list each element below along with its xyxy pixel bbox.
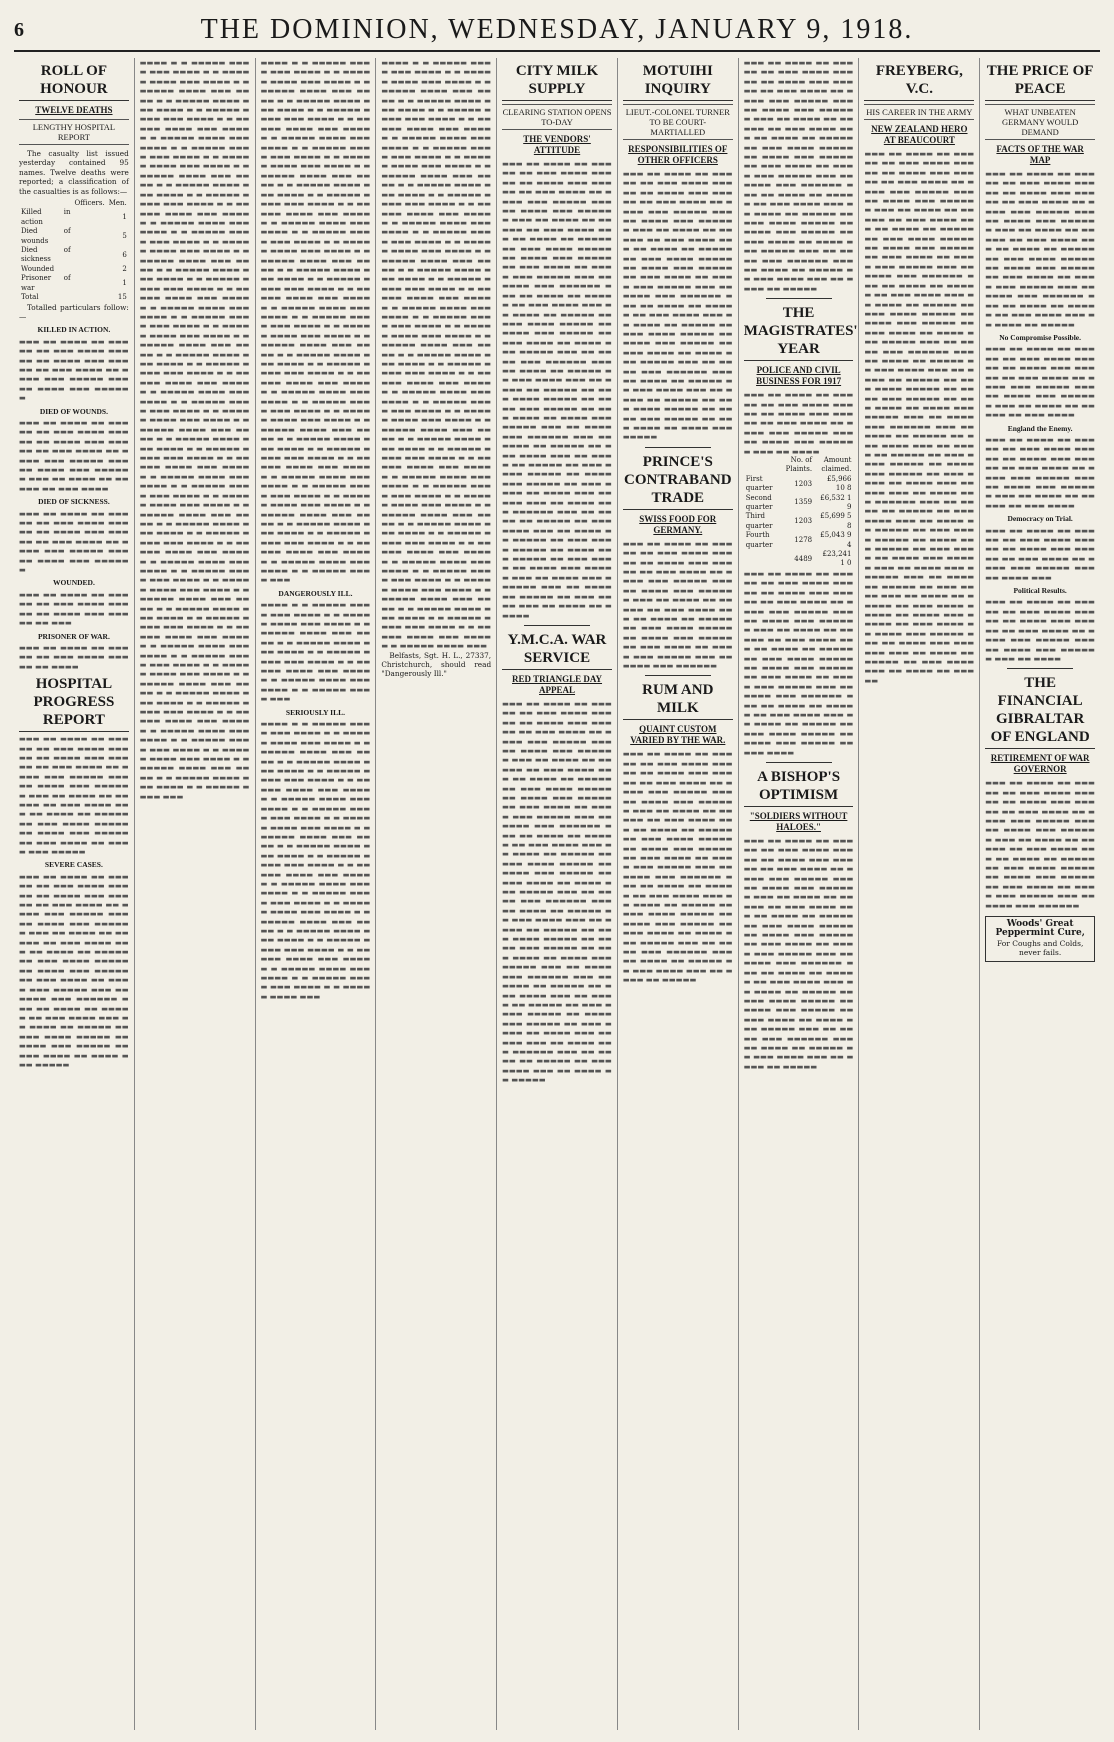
divider bbox=[1007, 668, 1073, 669]
responsibilities-subtitle: RESPONSIBILITIES OF OTHER OFFICERS bbox=[628, 144, 728, 165]
died-of-wounds-heading: DIED OF WOUNDS. bbox=[39, 406, 108, 416]
peppermint-cure-ad bbox=[985, 916, 1095, 962]
wounded-heading: WOUNDED. bbox=[52, 578, 95, 588]
plaints-table bbox=[744, 456, 854, 569]
quaint-custom-subtitle: QUAINT CUSTOM VARIED BY THE WAR. bbox=[630, 724, 726, 746]
red-triangle-subtitle: RED TRIANGLE DAY APPEAL bbox=[512, 673, 603, 695]
text-block: ▬▬▬ ▬▬ ▬▬▬▬ ▬▬ ▬▬▬▬▬ ▬▬ ▬▬▬ ▬▬▬▬ ▬▬▬▬▬ ▬▬ ▬▬▬▬ ▬▬▬ ▬▬▬▬▬ ▬▬ ▬▬▬ ▬▬▬▬ ▬▬ ▬▬▬▬ ▬▬▬ ▬▬▬▬▬ ▬▬▬ ▬▬ ▬▬▬▬ ▬▬▬ ▬▬▬▬▬▬ ▬▬▬ ▬▬ ▬▬▬▬ ▬▬ ▬▬▬▬▬ ▬▬ ▬▬▬ ▬▬▬▬ ▬▬▬ ▬▬ ▬▬▬▬ ▬▬ ▬▬▬▬▬ ▬▬ ▬▬▬ ▬▬▬▬ ▬▬▬▬▬ ▬▬ ▬▬▬▬ ▬▬▬ ▬▬▬▬▬ ▬▬ ▬▬▬ ▬▬▬▬ ▬▬ ▬▬▬▬ ▬▬▬ ▬▬▬▬▬ ▬▬▬ ▬▬ ▬▬▬▬ ▬▬▬ ▬▬▬▬▬▬ bbox=[622, 538, 733, 671]
city-milk-supply-title: CITY MILK SUPPLY bbox=[502, 62, 612, 101]
bishops-optimism-title: A BISHOP'S OPTIMISM bbox=[744, 768, 854, 807]
england-enemy-heading: England the Enemy. bbox=[1007, 423, 1073, 433]
ad-title: Woods' Great Peppermint Cure, bbox=[995, 919, 1085, 939]
political-results-heading: Political Results. bbox=[1013, 586, 1067, 596]
vendors-attitude-subtitle: THE VENDORS' ATTITUDE bbox=[523, 134, 591, 155]
motuihi-inquiry-title: MOTUIHI INQUIRY bbox=[623, 62, 733, 101]
ymca-title: Y.M.C.A. WAR SERVICE bbox=[502, 631, 612, 670]
column-freyberg bbox=[859, 58, 980, 1730]
war-map-subtitle: FACTS OF THE WAR MAP bbox=[996, 144, 1084, 165]
column-price-of-peace bbox=[980, 58, 1100, 1730]
text-block: ▬▬▬▬ ▬ ▬ ▬▬▬▬▬ ▬▬▬▬ ▬▬▬ ▬▬▬▬ ▬ ▬ ▬▬▬▬▬ ▬▬▬▬ ▬▬▬ ▬▬▬▬ ▬ ▬ ▬▬▬▬▬ ▬▬▬▬ ▬▬▬ ▬▬▬▬ ▬ ▬ ▬▬▬▬▬ ▬▬▬▬ ▬▬▬ ▬▬▬▬ ▬ ▬ ▬▬▬▬▬ ▬▬▬▬ ▬▬▬ ▬▬▬▬ ▬ ▬ ▬▬▬▬▬ ▬▬▬▬ ▬▬▬ ▬▬▬▬ ▬ ▬ ▬▬▬▬▬ ▬▬▬▬ ▬▬▬ ▬▬▬▬ ▬ ▬ ▬▬▬▬▬ ▬▬▬▬ ▬▬▬ ▬▬▬▬ ▬ ▬ ▬▬▬▬▬ ▬▬▬▬ ▬▬▬ ▬▬▬▬ ▬ ▬ ▬▬▬▬▬ ▬▬▬▬ ▬▬▬ ▬▬▬▬ ▬ ▬ ▬▬▬▬▬ ▬▬▬▬ ▬▬▬ ▬▬▬▬ ▬ ▬ ▬▬▬▬▬ ▬▬▬▬ ▬▬▬ ▬▬▬▬ ▬ ▬ ▬▬▬▬▬ ▬▬▬▬ ▬▬▬ ▬▬▬▬ ▬ ▬ ▬▬▬▬▬ ▬▬▬▬ ▬▬▬ ▬▬▬▬ ▬ ▬ ▬▬▬▬▬ ▬▬▬▬ ▬▬▬ ▬▬▬▬ ▬ ▬ ▬▬▬▬▬ ▬▬▬▬ ▬▬▬ ▬▬▬▬ ▬ ▬ ▬▬▬▬▬ ▬▬▬▬ ▬▬▬ ▬▬▬▬ ▬ ▬ ▬▬▬▬▬ ▬▬▬▬ ▬▬▬ ▬▬▬▬ ▬ ▬ ▬▬▬▬▬ ▬▬▬▬ ▬▬▬ ▬▬▬▬ ▬ ▬ ▬▬▬▬▬ ▬▬▬▬ ▬▬▬ ▬▬▬▬ ▬ ▬ ▬▬▬▬▬ ▬▬▬▬ ▬▬▬ ▬▬▬▬ ▬ ▬ ▬▬▬▬▬ ▬▬▬▬ ▬▬▬ ▬▬▬▬ ▬ ▬ ▬▬▬▬▬ ▬▬▬▬ ▬▬▬ ▬▬▬▬ ▬ ▬ ▬▬▬▬▬ ▬▬▬▬ ▬▬▬ ▬▬▬▬ ▬ ▬ ▬▬▬▬▬ ▬▬▬▬ ▬▬▬ ▬▬▬▬ ▬ ▬ ▬▬▬▬▬ ▬▬▬▬ ▬▬▬ ▬▬▬▬ ▬ ▬ ▬▬▬▬▬ ▬▬▬▬ ▬▬▬ ▬▬▬▬ ▬ ▬ ▬▬▬▬▬ ▬▬▬▬ ▬▬▬ ▬▬▬▬ ▬ ▬ ▬▬▬▬▬ ▬▬▬▬ ▬▬▬ ▬▬▬▬ ▬ ▬ ▬▬▬▬▬ ▬▬▬▬ ▬▬▬ ▬▬▬▬ ▬ ▬ ▬▬▬▬▬ ▬▬▬▬ ▬▬▬ ▬▬▬▬ ▬ ▬ ▬▬▬▬▬ ▬▬▬▬ ▬▬▬ ▬▬▬▬ ▬ ▬ ▬▬▬▬▬ ▬▬▬▬ ▬▬▬ ▬▬▬▬ ▬ ▬ ▬▬▬▬▬ ▬▬▬▬ ▬▬▬ ▬▬▬▬ ▬ ▬ ▬▬▬▬▬ ▬▬▬▬ ▬▬▬ ▬▬▬▬ ▬ ▬ ▬▬▬▬▬ ▬▬▬▬ ▬▬▬ ▬▬▬▬ ▬ ▬ ▬▬▬▬▬ ▬▬▬▬ ▬▬▬ ▬▬▬▬ ▬ ▬ ▬▬▬▬▬ ▬▬▬▬ ▬▬▬ ▬▬▬▬ ▬ ▬ ▬▬▬▬▬ ▬▬▬▬ ▬▬▬ ▬▬▬▬ ▬ ▬ ▬▬▬▬▬ ▬▬▬▬ ▬▬▬ ▬▬▬▬ ▬ ▬ ▬▬▬▬▬ ▬▬▬▬ ▬▬▬ ▬▬▬▬ ▬ ▬ ▬▬▬▬▬ ▬▬▬▬ ▬▬▬ ▬▬▬▬ ▬ ▬ ▬▬▬▬▬ ▬▬▬▬ ▬▬▬ bbox=[260, 58, 371, 585]
column-casualty-names-2 bbox=[135, 58, 256, 1730]
men-header: Men. bbox=[108, 199, 127, 208]
table-row: Wounded 2 bbox=[21, 264, 127, 273]
text-block: ▬▬▬ ▬▬ ▬▬▬▬ ▬▬ ▬▬▬▬▬ ▬▬ ▬▬▬ ▬▬▬▬ ▬▬▬▬▬ ▬▬ ▬▬▬▬ ▬▬▬ ▬▬▬▬▬ ▬▬ ▬▬▬ ▬▬▬▬ ▬▬ ▬▬▬▬ ▬▬▬ ▬▬▬▬▬ ▬▬▬ ▬▬ ▬▬▬▬ ▬▬▬ bbox=[985, 525, 1096, 582]
table-row: Fourth quarter 1278 £5,043 9 4 bbox=[745, 531, 852, 549]
dangerously-ill-heading: DANGEROUSLY ILL. bbox=[278, 588, 353, 598]
democracy-trial-heading: Democracy on Trial. bbox=[1007, 514, 1073, 524]
soldiers-haloes-subtitle: "SOLDIERS WITHOUT HALOES." bbox=[749, 811, 848, 832]
roll-of-honour-title: ROLL OF HONOUR bbox=[19, 62, 129, 101]
masthead bbox=[14, 10, 1100, 52]
text-block: ▬▬▬▬ ▬ ▬ ▬▬▬▬▬ ▬▬▬▬ ▬▬▬ ▬▬▬▬ ▬ ▬ ▬▬▬▬▬ ▬▬▬▬ ▬▬▬ ▬▬▬▬ ▬ ▬ ▬▬▬▬▬ ▬▬▬▬ ▬▬▬ ▬▬▬▬ ▬ ▬ ▬▬▬▬▬ ▬▬▬▬ ▬▬▬ ▬▬▬▬ ▬ ▬ ▬▬▬▬▬ ▬▬▬▬ ▬▬▬ ▬▬▬▬ ▬ ▬ ▬▬▬▬▬ ▬▬▬▬ ▬▬▬ ▬▬▬▬ ▬ ▬ ▬▬▬▬▬ ▬▬▬▬ ▬▬▬ ▬▬▬▬ ▬ ▬ ▬▬▬▬▬ ▬▬▬▬ ▬▬▬ ▬▬▬▬ ▬ ▬ ▬▬▬▬▬ ▬▬▬▬ ▬▬▬ ▬▬▬▬ ▬ ▬ ▬▬▬▬▬ ▬▬▬▬ ▬▬▬ ▬▬▬▬ ▬ ▬ ▬▬▬▬▬ ▬▬▬▬ ▬▬▬ ▬▬▬▬ ▬ ▬ ▬▬▬▬▬ ▬▬▬▬ ▬▬▬ ▬▬▬▬ ▬ ▬ ▬▬▬▬▬ ▬▬▬▬ ▬▬▬ ▬▬▬▬ ▬ ▬ ▬▬▬▬▬ ▬▬▬▬ ▬▬▬ ▬▬▬▬ ▬ ▬ ▬▬▬▬▬ ▬▬▬▬ ▬▬▬ ▬▬▬▬ ▬ ▬ ▬▬▬▬▬ ▬▬▬▬ ▬▬▬ ▬▬▬▬ ▬ ▬ ▬▬▬▬▬ ▬▬▬▬ ▬▬▬ ▬▬▬▬ ▬ ▬ ▬▬▬▬▬ ▬▬▬▬ ▬▬▬ ▬▬▬▬ ▬ ▬ ▬▬▬▬▬ ▬▬▬▬ ▬▬▬ ▬▬▬▬ ▬ ▬ ▬▬▬▬▬ ▬▬▬▬ ▬▬▬ ▬▬▬▬ ▬ ▬ ▬▬▬▬▬ ▬▬▬▬ ▬▬▬ ▬▬▬▬ ▬ ▬ ▬▬▬▬▬ ▬▬▬▬ ▬▬▬ ▬▬▬▬ ▬ ▬ ▬▬▬▬▬ ▬▬▬▬ ▬▬▬ ▬▬▬▬ ▬ ▬ ▬▬▬▬▬ ▬▬▬▬ ▬▬▬ ▬▬▬▬ ▬ ▬ ▬▬▬▬▬ ▬▬▬▬ ▬▬▬ ▬▬▬▬ ▬ ▬ ▬▬▬▬▬ ▬▬▬▬ ▬▬▬ ▬▬▬▬ ▬ ▬ ▬▬▬▬▬ ▬▬▬▬ ▬▬▬ ▬▬▬▬ ▬ ▬ ▬▬▬▬▬ ▬▬▬▬ ▬▬▬ ▬▬▬▬ ▬ ▬ ▬▬▬▬▬ ▬▬▬▬ ▬▬▬ ▬▬▬▬ ▬ ▬ ▬▬▬▬▬ ▬▬▬▬ ▬▬▬ ▬▬▬▬ ▬ ▬ ▬▬▬▬▬ ▬▬▬▬ ▬▬▬ ▬▬▬▬ ▬ ▬ ▬▬▬▬▬ ▬▬▬▬ ▬▬▬ ▬▬▬▬ ▬ ▬ ▬▬▬▬▬ ▬▬▬▬ ▬▬▬ ▬▬▬▬ ▬ ▬ ▬▬▬▬▬ ▬▬▬▬ ▬▬▬ ▬▬▬▬ ▬ ▬ ▬▬▬▬▬ ▬▬▬▬ ▬▬▬ ▬▬▬▬ ▬ ▬ ▬▬▬▬▬ ▬▬▬▬ ▬▬▬ ▬▬▬▬ ▬ ▬ ▬▬▬▬▬ ▬▬▬▬ ▬▬▬ ▬▬▬▬ ▬ ▬ ▬▬▬▬▬ ▬▬▬▬ ▬▬▬ ▬▬▬▬ ▬ ▬ ▬▬▬▬▬ ▬▬▬▬ ▬▬▬ ▬▬▬▬ ▬ ▬ ▬▬▬▬▬ ▬▬▬▬ ▬▬▬ ▬▬▬▬ ▬ ▬ ▬▬▬▬▬ ▬▬▬▬ ▬▬▬ ▬▬▬▬ ▬ ▬ ▬▬▬▬▬ ▬▬▬▬ ▬▬▬ ▬▬▬▬ ▬ ▬ ▬▬▬▬▬ ▬▬▬▬ ▬▬▬ ▬▬▬▬ ▬ ▬ ▬▬▬▬▬ ▬▬▬▬ ▬▬▬ ▬▬▬▬ ▬ ▬ ▬▬▬▬▬ ▬▬▬▬ ▬▬▬ ▬▬▬▬ ▬ ▬ ▬▬▬▬▬ ▬▬▬▬ ▬▬▬ ▬▬▬▬ ▬ ▬ ▬▬▬▬▬ ▬▬▬▬ ▬▬▬ ▬▬▬▬ ▬ ▬ ▬▬▬▬▬ ▬▬▬▬ ▬▬▬ ▬▬▬▬ ▬ ▬ ▬▬▬▬▬ ▬▬▬▬ ▬▬▬ bbox=[381, 58, 492, 651]
paper-title: THE DOMINION, WEDNESDAY, JANUARY 9, 1918. bbox=[200, 14, 914, 45]
table-row: Second quarter 1359 £6,532 1 9 bbox=[745, 493, 852, 512]
text-block: ▬▬▬ ▬▬ ▬▬▬▬ ▬▬ ▬▬▬▬▬ ▬▬ ▬▬▬ ▬▬▬▬ ▬▬▬▬▬ ▬▬ ▬▬▬▬ ▬▬▬ ▬▬▬▬▬ ▬▬ ▬▬▬ bbox=[19, 589, 129, 628]
text-block: ▬▬▬▬ ▬ ▬ ▬▬▬▬▬ ▬▬▬▬ ▬▬▬ ▬▬▬▬ ▬ ▬ ▬▬▬▬▬ ▬▬▬▬ ▬▬▬ ▬▬▬▬ ▬ ▬ ▬▬▬▬▬ ▬▬▬▬ ▬▬▬ ▬▬▬▬ ▬ ▬ ▬▬▬▬▬ ▬▬▬▬ ▬▬▬ ▬▬▬▬ ▬ ▬ ▬▬▬▬▬ ▬▬▬▬ ▬▬▬ ▬▬▬▬ ▬ ▬ ▬▬▬▬▬ ▬▬▬▬ ▬▬▬ ▬▬▬▬ ▬ ▬ ▬▬▬▬▬ ▬▬▬▬ ▬▬▬ ▬▬▬▬ ▬ ▬ ▬▬▬▬▬ ▬▬▬▬ ▬▬▬ ▬▬▬▬ ▬ ▬ ▬▬▬▬▬ ▬▬▬▬ ▬▬▬ ▬▬▬▬ ▬ ▬ ▬▬▬▬▬ ▬▬▬▬ ▬▬▬ ▬▬▬▬ ▬ ▬ ▬▬▬▬▬ ▬▬▬▬ ▬▬▬ ▬▬▬▬ ▬ ▬ ▬▬▬▬▬ ▬▬▬▬ ▬▬▬ ▬▬▬▬ ▬ ▬ ▬▬▬▬▬ ▬▬▬▬ ▬▬▬ ▬▬▬▬ ▬ ▬ ▬▬▬▬▬ ▬▬▬▬ ▬▬▬ ▬▬▬▬ ▬ ▬ ▬▬▬▬▬ ▬▬▬▬ ▬▬▬ ▬▬▬▬ ▬ ▬ ▬▬▬▬▬ ▬▬▬▬ ▬▬▬ ▬▬▬▬ ▬ ▬ ▬▬▬▬▬ ▬▬▬▬ ▬▬▬ ▬▬▬▬ ▬ ▬ ▬▬▬▬▬ ▬▬▬▬ ▬▬▬ ▬▬▬▬ ▬ ▬ ▬▬▬▬▬ ▬▬▬▬ ▬▬▬ ▬▬▬▬ ▬ ▬ ▬▬▬▬▬ ▬▬▬▬ ▬▬▬ ▬▬▬▬ ▬ ▬ ▬▬▬▬▬ ▬▬▬▬ ▬▬▬ ▬▬▬▬ ▬ ▬ ▬▬▬▬▬ ▬▬▬▬ ▬▬▬ ▬▬▬▬ ▬ ▬ ▬▬▬▬▬ ▬▬▬▬ ▬▬▬ bbox=[260, 719, 371, 1001]
rum-and-milk-title: RUM AND MILK bbox=[623, 681, 733, 720]
divider bbox=[766, 762, 832, 763]
columns bbox=[14, 58, 1100, 1730]
text-block: ▬▬▬ ▬▬ ▬▬▬▬ ▬▬ ▬▬▬▬▬ ▬▬ ▬▬▬ ▬▬▬▬ ▬▬▬▬▬ ▬▬ ▬▬▬▬ ▬▬▬ ▬▬▬▬▬ ▬▬ ▬▬▬ ▬▬▬▬ ▬▬ ▬▬▬▬ ▬▬▬ ▬▬▬▬▬ ▬▬▬ ▬▬ ▬▬▬▬ ▬▬▬ ▬▬▬▬▬▬ ▬▬▬ ▬▬ ▬▬▬▬ ▬▬ ▬▬▬▬▬ ▬▬ ▬▬▬ ▬▬▬▬ ▬▬▬ ▬▬ ▬▬▬▬ ▬▬ ▬▬▬▬▬ ▬▬ ▬▬▬ ▬▬▬▬ ▬▬▬▬▬ ▬▬ ▬▬▬▬ ▬▬▬ ▬▬▬▬▬ ▬▬ ▬▬▬ ▬▬▬▬ ▬▬ ▬▬▬▬ ▬▬▬ ▬▬▬▬▬ ▬▬▬ ▬▬ ▬▬▬▬ ▬▬▬ ▬▬▬▬▬▬ ▬▬▬ ▬▬ ▬▬▬▬ ▬▬ ▬▬▬▬▬ ▬▬ ▬▬▬ ▬▬▬▬ ▬▬▬ ▬▬ ▬▬▬▬ ▬▬ ▬▬▬▬▬ ▬▬ ▬▬▬ ▬▬▬▬ ▬▬▬▬▬ ▬▬ ▬▬▬▬ ▬▬▬ ▬▬▬▬▬ ▬▬ ▬▬▬ ▬▬▬▬ bbox=[743, 568, 854, 757]
turner-court-martial-subtitle: LIEUT.-COLONEL TURNER TO BE COURT-MARTIALLED bbox=[623, 104, 733, 140]
clearing-station-subtitle: CLEARING STATION OPENS TO-DAY bbox=[502, 104, 612, 130]
killed-in-action-heading: KILLED IN ACTION. bbox=[37, 325, 111, 335]
war-governor-subtitle: RETIREMENT OF WAR GOVERNOR bbox=[990, 753, 1090, 775]
casualty-table bbox=[19, 199, 129, 302]
text-block: ▬▬▬ ▬▬ ▬▬▬▬ ▬▬ ▬▬▬▬▬ ▬▬ ▬▬▬ ▬▬▬▬ ▬▬▬▬▬ ▬▬ ▬▬▬▬ ▬▬▬ ▬▬▬▬▬ ▬▬ ▬▬▬ ▬▬▬▬ ▬▬ ▬▬▬▬ ▬▬▬ ▬▬▬▬▬ ▬▬▬ ▬▬ ▬▬▬▬ ▬▬▬ ▬▬▬▬▬▬ ▬▬▬ ▬▬ ▬▬▬▬ ▬▬ ▬▬▬▬▬ ▬▬ ▬▬▬ ▬▬▬▬ bbox=[985, 434, 1096, 510]
swiss-food-subtitle: SWISS FOOD FOR GERMANY. bbox=[639, 513, 717, 535]
contraband-trade-title: PRINCE'S CONTRABAND TRADE bbox=[623, 453, 733, 510]
text-block: ▬▬▬ ▬▬ ▬▬▬▬ ▬▬ ▬▬▬▬▬ ▬▬ ▬▬▬ ▬▬▬▬ ▬▬▬▬▬ ▬▬ ▬▬▬▬ ▬▬▬ ▬▬▬▬▬ ▬▬ ▬▬▬ ▬▬▬▬ ▬▬ ▬▬▬▬ ▬▬▬ ▬▬▬▬▬ ▬▬▬ ▬▬ ▬▬▬▬ ▬▬▬ ▬▬▬▬▬▬ bbox=[19, 336, 129, 403]
table-row: Died of sickness 6 bbox=[21, 246, 127, 264]
text-block: ▬▬▬ ▬▬ ▬▬▬▬ ▬▬ ▬▬▬▬▬ ▬▬ ▬▬▬ ▬▬▬▬ ▬▬▬▬▬ ▬▬ ▬▬▬▬ ▬▬▬ ▬▬▬▬▬ ▬▬ ▬▬▬ ▬▬▬▬ ▬▬ ▬▬▬▬ ▬▬▬ ▬▬▬▬▬ ▬▬▬ ▬▬ ▬▬▬▬ ▬▬▬ ▬▬▬▬▬▬ ▬▬▬ ▬▬ ▬▬▬▬ ▬▬ ▬▬▬▬▬ ▬▬ ▬▬▬ ▬▬▬▬ ▬▬▬ ▬▬ ▬▬▬▬ ▬▬ ▬▬▬▬▬ ▬▬ ▬▬▬ ▬▬▬▬ ▬▬▬▬▬ ▬▬ ▬▬▬▬ ▬▬▬ ▬▬▬▬▬ ▬▬ ▬▬▬ ▬▬▬▬ ▬▬ ▬▬▬▬ ▬▬▬ ▬▬▬▬▬ ▬▬▬ ▬▬ ▬▬▬▬ ▬▬▬ ▬▬▬▬▬▬ ▬▬▬ ▬▬ ▬▬▬▬ ▬▬ ▬▬▬▬▬ ▬▬ ▬▬▬ ▬▬▬▬ ▬▬▬ ▬▬ ▬▬▬▬ ▬▬ ▬▬▬▬▬ ▬▬ ▬▬▬ ▬▬▬▬ ▬▬▬▬▬ ▬▬ ▬▬▬▬ ▬▬▬ ▬▬▬▬▬ ▬▬ ▬▬▬ ▬▬▬▬ ▬▬ ▬▬▬▬ ▬▬▬ ▬▬▬▬▬ ▬▬▬ ▬▬ ▬▬▬▬ ▬▬▬ ▬▬▬▬▬▬ ▬▬▬ ▬▬ ▬▬▬▬ ▬▬ ▬▬▬▬▬ ▬▬ ▬▬▬ ▬▬▬▬ ▬▬▬ ▬▬ ▬▬▬▬ ▬▬ ▬▬▬▬▬ ▬▬ ▬▬▬ ▬▬▬▬ ▬▬▬▬▬ ▬▬ ▬▬▬▬ ▬▬▬ ▬▬▬▬▬ ▬▬ ▬▬▬ ▬▬▬▬ ▬▬ ▬▬▬▬ ▬▬▬ ▬▬▬▬▬ ▬▬▬ ▬▬ ▬▬▬▬ ▬▬▬ ▬▬▬▬▬▬ ▬▬▬ ▬▬ ▬▬▬▬ ▬▬ ▬▬▬▬▬ ▬▬ ▬▬▬ ▬▬▬▬ ▬▬▬ ▬▬ ▬▬▬▬ ▬▬ ▬▬▬▬▬ ▬▬ ▬▬▬ ▬▬▬▬ ▬▬▬▬▬ ▬▬ ▬▬▬▬ ▬▬▬ ▬▬▬▬▬ ▬▬ ▬▬▬ ▬▬▬▬ ▬▬ ▬▬▬▬ ▬▬▬ ▬▬▬▬▬ ▬▬▬ ▬▬ ▬▬▬▬ ▬▬▬ ▬▬▬▬▬▬ ▬▬▬ ▬▬ ▬▬▬▬ ▬▬ ▬▬▬▬▬ ▬▬ ▬▬▬ ▬▬▬▬ ▬▬▬ ▬▬ ▬▬▬▬ ▬▬ ▬▬▬▬▬ bbox=[502, 698, 612, 1085]
no-compromise-heading: No Compromise Possible. bbox=[999, 332, 1082, 342]
price-of-peace-title: THE PRICE OF PEACE bbox=[985, 62, 1095, 101]
text-block: ▬▬▬ ▬▬ ▬▬▬▬ ▬▬ ▬▬▬▬▬ ▬▬ ▬▬▬ ▬▬▬▬ ▬▬▬▬▬ ▬▬ ▬▬▬▬ ▬▬▬ ▬▬▬▬▬ ▬▬ ▬▬▬ ▬▬▬▬ ▬▬ ▬▬▬▬ ▬▬▬ ▬▬▬▬▬ ▬▬▬ ▬▬ ▬▬▬▬ ▬▬▬ ▬▬▬▬▬▬ ▬▬▬ ▬▬ ▬▬▬▬ ▬▬ ▬▬▬▬▬ ▬▬ ▬▬▬ ▬▬▬▬ ▬▬▬ ▬▬ ▬▬▬▬ ▬▬ ▬▬▬▬▬ ▬▬ ▬▬▬ ▬▬▬▬ ▬▬▬▬▬ ▬▬ ▬▬▬▬ ▬▬▬ ▬▬▬▬▬ ▬▬ ▬▬▬ ▬▬▬▬ ▬▬ ▬▬▬▬ ▬▬▬ ▬▬▬▬▬ ▬▬▬ ▬▬ ▬▬▬▬ ▬▬▬ ▬▬▬▬▬▬ ▬▬▬ ▬▬ ▬▬▬▬ ▬▬ ▬▬▬▬▬ ▬▬ ▬▬▬ ▬▬▬▬ ▬▬▬ ▬▬ ▬▬▬▬ ▬▬ ▬▬▬▬▬ bbox=[985, 169, 1096, 329]
table-total-row: 4489 £23,241 1 0 bbox=[794, 550, 852, 568]
beaucourt-subtitle: NEW ZEALAND HERO AT BEAUCOURT bbox=[871, 124, 968, 145]
plaints-header: No. of Plaints. bbox=[785, 456, 813, 474]
table-row: Died of wounds 5 bbox=[21, 227, 127, 245]
text-block: ▬▬▬ ▬▬ ▬▬▬▬ ▬▬ ▬▬▬▬▬ ▬▬ ▬▬▬ ▬▬▬▬ ▬▬▬▬▬ ▬▬ ▬▬▬▬ ▬▬▬ ▬▬▬▬▬ ▬▬ ▬▬▬ ▬▬▬▬ ▬▬ ▬▬▬▬ ▬▬▬ ▬▬▬▬▬ ▬▬▬ ▬▬ ▬▬▬▬ ▬▬▬ ▬▬▬▬▬▬ ▬▬▬ ▬▬ ▬▬▬▬ ▬▬ ▬▬▬▬▬ ▬▬ ▬▬▬ ▬▬▬▬ ▬▬▬ ▬▬ ▬▬▬▬ ▬▬ ▬▬▬▬▬ ▬▬ ▬▬▬ ▬▬▬▬ ▬▬▬▬▬ ▬▬ ▬▬▬▬ ▬▬▬ ▬▬▬▬▬ ▬▬ ▬▬▬ ▬▬▬▬ ▬▬ ▬▬▬▬ ▬▬▬ ▬▬▬▬▬ ▬▬▬ ▬▬ ▬▬▬▬ ▬▬▬ ▬▬▬▬▬▬ ▬▬▬ ▬▬ ▬▬▬▬ ▬▬ ▬▬▬▬▬ ▬▬ ▬▬▬ ▬▬▬▬ ▬▬▬ ▬▬ ▬▬▬▬ ▬▬ ▬▬▬▬▬ ▬▬ ▬▬▬ ▬▬▬▬ ▬▬▬▬▬ ▬▬ ▬▬▬▬ ▬▬▬ ▬▬▬▬▬ ▬▬ ▬▬▬ ▬▬▬▬ ▬▬ ▬▬▬▬ ▬▬▬ ▬▬▬▬▬ bbox=[19, 871, 129, 1069]
text-block: ▬▬▬ ▬▬ ▬▬▬▬ ▬▬ ▬▬▬▬▬ ▬▬ ▬▬▬ ▬▬▬▬ ▬▬▬▬▬ ▬▬ ▬▬▬▬ ▬▬▬ ▬▬▬▬▬ ▬▬ ▬▬▬ ▬▬▬▬ ▬▬ ▬▬▬▬ ▬▬▬ ▬▬▬▬▬ ▬▬▬ ▬▬ ▬▬▬▬ ▬▬▬ ▬▬▬▬▬▬ ▬▬▬ ▬▬ ▬▬▬▬ ▬▬ ▬▬▬▬▬ ▬▬ ▬▬▬ ▬▬▬▬ ▬▬▬ ▬▬ ▬▬▬▬ ▬▬ ▬▬▬▬▬ ▬▬ ▬▬▬ ▬▬▬▬ ▬▬▬▬▬ ▬▬ ▬▬▬▬ ▬▬▬ ▬▬▬▬▬ ▬▬ ▬▬▬ ▬▬▬▬ ▬▬ ▬▬▬▬ ▬▬▬ ▬▬▬▬▬ ▬▬▬ ▬▬ ▬▬▬▬ ▬▬▬ ▬▬▬▬▬▬ ▬▬▬ ▬▬ ▬▬▬▬ ▬▬ ▬▬▬▬▬ ▬▬ ▬▬▬ ▬▬▬▬ ▬▬▬ ▬▬ ▬▬▬▬ ▬▬ ▬▬▬▬▬ ▬▬ ▬▬▬ ▬▬▬▬ ▬▬▬▬▬ ▬▬ ▬▬▬▬ ▬▬▬ ▬▬▬▬▬ ▬▬ ▬▬▬ ▬▬▬▬ ▬▬ ▬▬▬▬ ▬▬▬ ▬▬▬▬▬ ▬▬▬ ▬▬ ▬▬▬▬ ▬▬▬ ▬▬▬▬▬▬ ▬▬▬ ▬▬ ▬▬▬▬ ▬▬ ▬▬▬▬▬ ▬▬ ▬▬▬ ▬▬▬▬ ▬▬▬ ▬▬ ▬▬▬▬ ▬▬ ▬▬▬▬▬ bbox=[743, 836, 854, 1071]
text-block: ▬▬▬ ▬▬ ▬▬▬▬ ▬▬ ▬▬▬▬▬ ▬▬ ▬▬▬ ▬▬▬▬ ▬▬▬▬▬ ▬▬ ▬▬▬▬ ▬▬▬ ▬▬▬▬▬ ▬▬ ▬▬▬ ▬▬▬▬ ▬▬ ▬▬▬▬ ▬▬▬ ▬▬▬▬▬ ▬▬▬ ▬▬ ▬▬▬▬ ▬▬▬ ▬▬▬▬▬▬ ▬▬▬ ▬▬ ▬▬▬▬ ▬▬ ▬▬▬▬▬ ▬▬ ▬▬▬ ▬▬▬▬ ▬▬▬ ▬▬ ▬▬▬▬ ▬▬ ▬▬▬▬▬ ▬▬ ▬▬▬ ▬▬▬▬ ▬▬▬▬▬ ▬▬ ▬▬▬▬ ▬▬▬ ▬▬▬▬▬ ▬▬ ▬▬▬ ▬▬▬▬ ▬▬ ▬▬▬▬ ▬▬▬ ▬▬▬▬▬ ▬▬▬ ▬▬ ▬▬▬▬ ▬▬▬ ▬▬▬▬▬▬ ▬▬▬ ▬▬ ▬▬▬▬ ▬▬ ▬▬▬▬▬ ▬▬ ▬▬▬ ▬▬▬▬ ▬▬▬ ▬▬ ▬▬▬▬ ▬▬ ▬▬▬▬▬ ▬▬ ▬▬▬ ▬▬▬▬ ▬▬▬▬▬ ▬▬ ▬▬▬▬ ▬▬▬ ▬▬▬▬▬ ▬▬ ▬▬▬ ▬▬▬▬ ▬▬ ▬▬▬▬ ▬▬▬ ▬▬▬▬▬ ▬▬▬ ▬▬ ▬▬▬▬ ▬▬▬ ▬▬▬▬▬▬ ▬▬▬ ▬▬ ▬▬▬▬ ▬▬ ▬▬▬▬▬ ▬▬ ▬▬▬ ▬▬▬▬ ▬▬▬ ▬▬ ▬▬▬▬ ▬▬ ▬▬▬▬▬ bbox=[622, 749, 733, 985]
column-motuihi-inquiry bbox=[618, 58, 739, 1730]
newspaper-page bbox=[14, 10, 1100, 1732]
financial-gibraltar-title: THE FINANCIAL GIBRALTAR OF ENGLAND bbox=[985, 674, 1095, 749]
career-subtitle: HIS CAREER IN THE ARMY bbox=[864, 104, 974, 120]
seriously-ill-heading: SERIOUSLY ILL. bbox=[285, 707, 345, 717]
text-block: ▬▬▬▬ ▬ ▬ ▬▬▬▬▬ ▬▬▬▬ ▬▬▬ ▬▬▬▬ ▬ ▬ ▬▬▬▬▬ ▬▬▬▬ ▬▬▬ ▬▬▬▬ ▬ ▬ ▬▬▬▬▬ ▬▬▬▬ ▬▬▬ ▬▬▬▬ ▬ ▬ ▬▬▬▬▬ ▬▬▬▬ ▬▬▬ ▬▬▬▬ ▬ ▬ ▬▬▬▬▬ ▬▬▬▬ ▬▬▬ ▬▬▬▬ ▬ ▬ ▬▬▬▬▬ ▬▬▬▬ ▬▬▬ ▬▬▬▬ ▬ ▬ ▬▬▬▬▬ ▬▬▬▬ ▬▬▬ ▬▬▬▬ ▬ ▬ ▬▬▬▬▬ ▬▬▬▬ ▬▬▬ bbox=[260, 600, 371, 704]
text-block: ▬▬▬ ▬▬ ▬▬▬▬ ▬▬ ▬▬▬▬▬ ▬▬ ▬▬▬ ▬▬▬▬ ▬▬▬▬▬ ▬▬ ▬▬▬▬ ▬▬▬ ▬▬▬▬▬ ▬▬ ▬▬▬ ▬▬▬▬ ▬▬ ▬▬▬▬ ▬▬▬ ▬▬▬▬▬ ▬▬▬ ▬▬ ▬▬▬▬ ▬▬▬ ▬▬▬▬▬▬ ▬▬▬ ▬▬ ▬▬▬▬ ▬▬ ▬▬▬▬▬ ▬▬ ▬▬▬ ▬▬▬▬ bbox=[19, 417, 129, 493]
column-magistrates-year bbox=[739, 58, 860, 1730]
table-total-row: Total 15 bbox=[21, 293, 127, 302]
table-row: Killed in action 1 bbox=[21, 208, 127, 226]
table-row: Prisoner of war 1 bbox=[21, 274, 127, 292]
column-casualty-names-4 bbox=[376, 58, 497, 1730]
prisoner-of-war-heading: PRISONER OF WAR. bbox=[37, 631, 110, 641]
twelve-deaths-subtitle: TWELVE DEATHS bbox=[35, 105, 113, 115]
officers-header: Officers. bbox=[74, 199, 105, 208]
text-block: ▬▬▬ ▬▬ ▬▬▬▬ ▬▬ ▬▬▬▬▬ ▬▬ ▬▬▬ ▬▬▬▬ ▬▬▬▬▬ ▬▬ ▬▬▬▬ bbox=[19, 642, 129, 671]
text-block: ▬▬▬ ▬▬ ▬▬▬▬ ▬▬ ▬▬▬▬▬ ▬▬ ▬▬▬ ▬▬▬▬ ▬▬▬▬▬ ▬▬ ▬▬▬▬ ▬▬▬ ▬▬▬▬▬ ▬▬ ▬▬▬ ▬▬▬▬ ▬▬ ▬▬▬▬ ▬▬▬ ▬▬▬▬▬ ▬▬▬ ▬▬ ▬▬▬▬ ▬▬▬ ▬▬▬▬▬▬ ▬▬▬ ▬▬ ▬▬▬▬ ▬▬ ▬▬▬▬▬ ▬▬ ▬▬▬ ▬▬▬▬ ▬▬▬ ▬▬ ▬▬▬▬ ▬▬ ▬▬▬▬▬ ▬▬ ▬▬▬ ▬▬▬▬ ▬▬▬▬▬ ▬▬ ▬▬▬▬ ▬▬▬ ▬▬▬▬▬ ▬▬ ▬▬▬ ▬▬▬▬ ▬▬ ▬▬▬▬ ▬▬▬ ▬▬▬▬▬ ▬▬▬ ▬▬ ▬▬▬▬ ▬▬▬ ▬▬▬▬▬▬ bbox=[985, 778, 1096, 910]
severe-cases-heading: SEVERE CASES. bbox=[44, 860, 103, 870]
text-block: ▬▬▬ ▬▬ ▬▬▬▬ ▬▬ ▬▬▬▬▬ ▬▬ ▬▬▬ ▬▬▬▬ ▬▬▬▬▬ ▬▬ ▬▬▬▬ ▬▬▬ ▬▬▬▬▬ ▬▬ ▬▬▬ ▬▬▬▬ ▬▬ ▬▬▬▬ ▬▬▬ ▬▬▬▬▬ ▬▬▬ ▬▬ ▬▬▬▬ ▬▬▬ ▬▬▬▬▬▬ ▬▬▬ ▬▬ ▬▬▬▬ ▬▬ ▬▬▬▬▬ ▬▬ ▬▬▬ ▬▬▬▬ ▬▬▬ ▬▬ ▬▬▬▬ ▬▬ ▬▬▬▬▬ ▬▬ ▬▬▬ ▬▬▬▬ ▬▬▬▬▬ ▬▬ ▬▬▬▬ ▬▬▬ ▬▬▬▬▬ ▬▬ ▬▬▬ ▬▬▬▬ ▬▬ ▬▬▬▬ ▬▬▬ ▬▬▬▬▬ bbox=[19, 734, 129, 856]
closing-note: Belfasts, Sgt. H. L., 27337, Christchurch, should read "Dangerously Ill." bbox=[381, 650, 492, 679]
casualty-intro: The casualty list issued yesterday contained 95 names. Twelve deaths were reported; a classification of the casualties is as follows:— bbox=[19, 149, 129, 196]
column-roll-of-honour bbox=[14, 58, 135, 1730]
text-block: ▬▬▬ ▬▬ ▬▬▬▬ ▬▬ ▬▬▬▬▬ ▬▬ ▬▬▬ ▬▬▬▬ ▬▬▬▬▬ ▬▬ ▬▬▬▬ ▬▬▬ ▬▬▬▬▬ ▬▬ ▬▬▬ ▬▬▬▬ ▬▬ ▬▬▬▬ ▬▬▬ ▬▬▬▬▬ ▬▬▬ ▬▬ ▬▬▬▬ ▬▬▬ ▬▬▬▬▬▬ ▬▬▬ ▬▬ ▬▬▬▬ ▬▬ ▬▬▬▬▬ ▬▬ ▬▬▬ ▬▬▬▬ ▬▬▬ ▬▬ ▬▬▬▬ ▬▬ ▬▬▬▬▬ ▬▬ ▬▬▬ ▬▬▬▬ ▬▬▬▬▬ ▬▬ ▬▬▬▬ ▬▬▬ ▬▬▬▬▬ ▬▬ ▬▬▬ ▬▬▬▬ ▬▬ ▬▬▬▬ ▬▬▬ ▬▬▬▬▬ ▬▬▬ ▬▬ ▬▬▬▬ ▬▬▬ ▬▬▬▬▬▬ ▬▬▬ ▬▬ ▬▬▬▬ ▬▬ ▬▬▬▬▬ ▬▬ ▬▬▬ ▬▬▬▬ ▬▬▬ ▬▬ ▬▬▬▬ ▬▬ ▬▬▬▬▬ ▬▬ ▬▬▬ ▬▬▬▬ ▬▬▬▬▬ ▬▬ ▬▬▬▬ ▬▬▬ ▬▬▬▬▬ ▬▬ ▬▬▬ ▬▬▬▬ ▬▬ ▬▬▬▬ ▬▬▬ ▬▬▬▬▬ ▬▬▬ ▬▬ ▬▬▬▬ ▬▬▬ ▬▬▬▬▬▬ ▬▬▬ ▬▬ ▬▬▬▬ ▬▬ ▬▬▬▬▬ ▬▬ ▬▬▬ ▬▬▬▬ ▬▬▬ ▬▬ ▬▬▬▬ ▬▬ ▬▬▬▬▬ ▬▬ ▬▬▬ ▬▬▬▬ ▬▬▬▬▬ ▬▬ ▬▬▬▬ ▬▬▬ ▬▬▬▬▬ ▬▬ ▬▬▬ ▬▬▬▬ ▬▬ ▬▬▬▬ ▬▬▬ ▬▬▬▬▬ bbox=[622, 169, 733, 442]
divider bbox=[645, 675, 711, 676]
hospital-progress-title: HOSPITAL PROGRESS REPORT bbox=[19, 675, 129, 732]
unbeaten-germany-subtitle: WHAT UNBEATEN GERMANY WOULD DEMAND bbox=[985, 104, 1095, 140]
ad-subtitle: For Coughs and Colds, never fails. bbox=[996, 938, 1084, 958]
freyberg-title: FREYBERG, V.C. bbox=[864, 62, 974, 101]
text-block: ▬▬▬▬ ▬ ▬ ▬▬▬▬▬ ▬▬▬▬ ▬▬▬ ▬▬▬▬ ▬ ▬ ▬▬▬▬▬ ▬▬▬▬ ▬▬▬ ▬▬▬▬ ▬ ▬ ▬▬▬▬▬ ▬▬▬▬ ▬▬▬ ▬▬▬▬ ▬ ▬ ▬▬▬▬▬ ▬▬▬▬ ▬▬▬ ▬▬▬▬ ▬ ▬ ▬▬▬▬▬ ▬▬▬▬ ▬▬▬ ▬▬▬▬ ▬ ▬ ▬▬▬▬▬ ▬▬▬▬ ▬▬▬ ▬▬▬▬ ▬ ▬ ▬▬▬▬▬ ▬▬▬▬ ▬▬▬ ▬▬▬▬ ▬ ▬ ▬▬▬▬▬ ▬▬▬▬ ▬▬▬ ▬▬▬▬ ▬ ▬ ▬▬▬▬▬ ▬▬▬▬ ▬▬▬ ▬▬▬▬ ▬ ▬ ▬▬▬▬▬ ▬▬▬▬ ▬▬▬ ▬▬▬▬ ▬ ▬ ▬▬▬▬▬ ▬▬▬▬ ▬▬▬ ▬▬▬▬ ▬ ▬ ▬▬▬▬▬ ▬▬▬▬ ▬▬▬ ▬▬▬▬ ▬ ▬ ▬▬▬▬▬ ▬▬▬▬ ▬▬▬ ▬▬▬▬ ▬ ▬ ▬▬▬▬▬ ▬▬▬▬ ▬▬▬ ▬▬▬▬ ▬ ▬ ▬▬▬▬▬ ▬▬▬▬ ▬▬▬ ▬▬▬▬ ▬ ▬ ▬▬▬▬▬ ▬▬▬▬ ▬▬▬ ▬▬▬▬ ▬ ▬ ▬▬▬▬▬ ▬▬▬▬ ▬▬▬ ▬▬▬▬ ▬ ▬ ▬▬▬▬▬ ▬▬▬▬ ▬▬▬ ▬▬▬▬ ▬ ▬ ▬▬▬▬▬ ▬▬▬▬ ▬▬▬ ▬▬▬▬ ▬ ▬ ▬▬▬▬▬ ▬▬▬▬ ▬▬▬ ▬▬▬▬ ▬ ▬ ▬▬▬▬▬ ▬▬▬▬ ▬▬▬ ▬▬▬▬ ▬ ▬ ▬▬▬▬▬ ▬▬▬▬ ▬▬▬ ▬▬▬▬ ▬ ▬ ▬▬▬▬▬ ▬▬▬▬ ▬▬▬ ▬▬▬▬ ▬ ▬ ▬▬▬▬▬ ▬▬▬▬ ▬▬▬ ▬▬▬▬ ▬ ▬ ▬▬▬▬▬ ▬▬▬▬ ▬▬▬ ▬▬▬▬ ▬ ▬ ▬▬▬▬▬ ▬▬▬▬ ▬▬▬ ▬▬▬▬ ▬ ▬ ▬▬▬▬▬ ▬▬▬▬ ▬▬▬ ▬▬▬▬ ▬ ▬ ▬▬▬▬▬ ▬▬▬▬ ▬▬▬ ▬▬▬▬ ▬ ▬ ▬▬▬▬▬ ▬▬▬▬ ▬▬▬ ▬▬▬▬ ▬ ▬ ▬▬▬▬▬ ▬▬▬▬ ▬▬▬ ▬▬▬▬ ▬ ▬ ▬▬▬▬▬ ▬▬▬▬ ▬▬▬ ▬▬▬▬ ▬ ▬ ▬▬▬▬▬ ▬▬▬▬ ▬▬▬ ▬▬▬▬ ▬ ▬ ▬▬▬▬▬ ▬▬▬▬ ▬▬▬ ▬▬▬▬ ▬ ▬ ▬▬▬▬▬ ▬▬▬▬ ▬▬▬ ▬▬▬▬ ▬ ▬ ▬▬▬▬▬ ▬▬▬▬ ▬▬▬ ▬▬▬▬ ▬ ▬ ▬▬▬▬▬ ▬▬▬▬ ▬▬▬ ▬▬▬▬ ▬ ▬ ▬▬▬▬▬ ▬▬▬▬ ▬▬▬ ▬▬▬▬ ▬ ▬ ▬▬▬▬▬ ▬▬▬▬ ▬▬▬ ▬▬▬▬ ▬ ▬ ▬▬▬▬▬ ▬▬▬▬ ▬▬▬ ▬▬▬▬ ▬ ▬ ▬▬▬▬▬ ▬▬▬▬ ▬▬▬ ▬▬▬▬ ▬ ▬ ▬▬▬▬▬ ▬▬▬▬ ▬▬▬ ▬▬▬▬ ▬ ▬ ▬▬▬▬▬ ▬▬▬▬ ▬▬▬ ▬▬▬▬ ▬ ▬ ▬▬▬▬▬ ▬▬▬▬ ▬▬▬ ▬▬▬▬ ▬ ▬ ▬▬▬▬▬ ▬▬▬▬ ▬▬▬ ▬▬▬▬ ▬ ▬ ▬▬▬▬▬ ▬▬▬▬ ▬▬▬ ▬▬▬▬ ▬ ▬ ▬▬▬▬▬ ▬▬▬▬ ▬▬▬ ▬▬▬▬ ▬ ▬ ▬▬▬▬▬ ▬▬▬▬ ▬▬▬ ▬▬▬▬ ▬ ▬ ▬▬▬▬▬ ▬▬▬▬ ▬▬▬ ▬▬▬▬ ▬ ▬ ▬▬▬▬▬ ▬▬▬▬ ▬▬▬ ▬▬▬▬ ▬ ▬ ▬▬▬▬▬ ▬▬▬▬ ▬▬▬ ▬▬▬▬ ▬ ▬ ▬▬▬▬▬ ▬▬▬▬ ▬▬▬ ▬▬▬▬ ▬ ▬ ▬▬▬▬▬ ▬▬▬▬ ▬▬▬ ▬▬▬▬ ▬ ▬ ▬▬▬▬▬ ▬▬▬▬ ▬▬▬ ▬▬▬▬ ▬ ▬ ▬▬▬▬▬ ▬▬▬▬ ▬▬▬ ▬▬▬▬ ▬ ▬ ▬▬▬▬▬ ▬▬▬▬ ▬▬▬ ▬▬▬▬ ▬ ▬ ▬▬▬▬▬ ▬▬▬▬ ▬▬▬ ▬▬▬▬ ▬ ▬ ▬▬▬▬▬ ▬▬▬▬ ▬▬▬ ▬▬▬▬ ▬ ▬ ▬▬▬▬▬ ▬▬▬▬ ▬▬▬ ▬▬▬▬ ▬ ▬ ▬▬▬▬▬ ▬▬▬▬ ▬▬▬ ▬▬▬▬ ▬ ▬ ▬▬▬▬▬ ▬▬▬▬ ▬▬▬ ▬▬▬▬ ▬ ▬ ▬▬▬▬▬ ▬▬▬▬ ▬▬▬ bbox=[139, 58, 250, 801]
hospital-report-headline: LENGTHY HOSPITAL REPORT bbox=[19, 119, 129, 145]
table-row: Third quarter 1203 £5,699 5 8 bbox=[745, 512, 852, 530]
text-block: ▬▬▬ ▬▬ ▬▬▬▬ ▬▬ ▬▬▬▬▬ ▬▬ ▬▬▬ ▬▬▬▬ ▬▬▬▬▬ ▬▬ ▬▬▬▬ ▬▬▬ ▬▬▬▬▬ ▬▬ ▬▬▬ ▬▬▬▬ ▬▬ ▬▬▬▬ ▬▬▬ ▬▬▬▬▬ ▬▬▬ ▬▬ ▬▬▬▬ ▬▬▬ ▬▬▬▬▬▬ ▬▬▬ ▬▬ ▬▬▬▬ ▬▬ ▬▬▬▬▬ ▬▬ ▬▬▬ ▬▬▬▬ ▬▬▬ ▬▬ ▬▬▬▬ ▬▬ ▬▬▬▬▬ ▬▬ ▬▬▬ ▬▬▬▬ ▬▬▬▬▬ ▬▬ ▬▬▬▬ ▬▬▬ ▬▬▬▬▬ ▬▬ ▬▬▬ ▬▬▬▬ ▬▬ ▬▬▬▬ ▬▬▬ ▬▬▬▬▬ ▬▬▬ ▬▬ ▬▬▬▬ ▬▬▬ ▬▬▬▬▬▬ ▬▬▬ ▬▬ ▬▬▬▬ ▬▬ ▬▬▬▬▬ ▬▬ ▬▬▬ ▬▬▬▬ ▬▬▬ ▬▬ ▬▬▬▬ ▬▬ ▬▬▬▬▬ ▬▬ ▬▬▬ ▬▬▬▬ ▬▬▬▬▬ ▬▬ ▬▬▬▬ ▬▬▬ ▬▬▬▬▬ ▬▬ ▬▬▬ ▬▬▬▬ ▬▬ ▬▬▬▬ ▬▬▬ ▬▬▬▬▬ ▬▬▬ ▬▬ ▬▬▬▬ ▬▬▬ ▬▬▬▬▬▬ ▬▬▬ ▬▬ ▬▬▬▬ ▬▬ ▬▬▬▬▬ ▬▬ ▬▬▬ ▬▬▬▬ ▬▬▬ ▬▬ ▬▬▬▬ ▬▬ ▬▬▬▬▬ bbox=[743, 58, 854, 293]
text-block: ▬▬▬ ▬▬ ▬▬▬▬ ▬▬ ▬▬▬▬▬ ▬▬ ▬▬▬ ▬▬▬▬ ▬▬▬▬▬ ▬▬ ▬▬▬▬ ▬▬▬ ▬▬▬▬▬ ▬▬ ▬▬▬ ▬▬▬▬ ▬▬ ▬▬▬▬ ▬▬▬ ▬▬▬▬▬ ▬▬▬ ▬▬ ▬▬▬▬ ▬▬▬ ▬▬▬▬▬▬ ▬▬▬ ▬▬ ▬▬▬▬ bbox=[743, 390, 854, 456]
amount-header: Amount claimed. bbox=[821, 456, 852, 474]
died-of-sickness-heading: DIED OF SICKNESS. bbox=[38, 497, 110, 507]
text-block: ▬▬▬ ▬▬ ▬▬▬▬ ▬▬ ▬▬▬▬▬ ▬▬ ▬▬▬ ▬▬▬▬ ▬▬▬▬▬ ▬▬ ▬▬▬▬ ▬▬▬ ▬▬▬▬▬ ▬▬ ▬▬▬ ▬▬▬▬ ▬▬ ▬▬▬▬ ▬▬▬ ▬▬▬▬▬ ▬▬▬ ▬▬ ▬▬▬▬ ▬▬▬ ▬▬▬▬▬▬ ▬▬▬ ▬▬ ▬▬▬▬ bbox=[985, 597, 1096, 663]
text-block: ▬▬▬ ▬▬ ▬▬▬▬ ▬▬ ▬▬▬▬▬ ▬▬ ▬▬▬ ▬▬▬▬ ▬▬▬▬▬ ▬▬ ▬▬▬▬ ▬▬▬ ▬▬▬▬▬ ▬▬ ▬▬▬ ▬▬▬▬ ▬▬ ▬▬▬▬ ▬▬▬ ▬▬▬▬▬ ▬▬▬ ▬▬ ▬▬▬▬ ▬▬▬ ▬▬▬▬▬▬ bbox=[19, 508, 129, 575]
text-block: ▬▬▬ ▬▬ ▬▬▬▬ ▬▬ ▬▬▬▬▬ ▬▬ ▬▬▬ ▬▬▬▬ ▬▬▬▬▬ ▬▬ ▬▬▬▬ ▬▬▬ ▬▬▬▬▬ ▬▬ ▬▬▬ ▬▬▬▬ ▬▬ ▬▬▬▬ ▬▬▬ ▬▬▬▬▬ ▬▬▬ ▬▬ ▬▬▬▬ ▬▬▬ ▬▬▬▬▬▬ ▬▬▬ ▬▬ ▬▬▬▬ ▬▬ ▬▬▬▬▬ ▬▬ ▬▬▬ ▬▬▬▬ bbox=[985, 344, 1096, 420]
divider bbox=[524, 625, 590, 626]
table-row: First quarter 1203 £5,966 10 8 bbox=[745, 474, 852, 493]
magistrates-year-title: THE MAGISTRATES' YEAR bbox=[744, 304, 854, 361]
column-city-milk-supply bbox=[497, 58, 618, 1730]
divider bbox=[645, 447, 711, 448]
particulars-note: Totalled particulars follow:— bbox=[19, 302, 129, 321]
text-block: ▬▬▬ ▬▬ ▬▬▬▬ ▬▬ ▬▬▬▬▬ ▬▬ ▬▬▬ ▬▬▬▬ ▬▬▬▬▬ ▬▬ ▬▬▬▬ ▬▬▬ ▬▬▬▬▬ ▬▬ ▬▬▬ ▬▬▬▬ ▬▬ ▬▬▬▬ ▬▬▬ ▬▬▬▬▬ ▬▬▬ ▬▬ ▬▬▬▬ ▬▬▬ ▬▬▬▬▬▬ ▬▬▬ ▬▬ ▬▬▬▬ ▬▬ ▬▬▬▬▬ ▬▬ ▬▬▬ ▬▬▬▬ ▬▬▬ ▬▬ ▬▬▬▬ ▬▬ ▬▬▬▬▬ ▬▬ ▬▬▬ ▬▬▬▬ ▬▬▬▬▬ ▬▬ ▬▬▬▬ ▬▬▬ ▬▬▬▬▬ ▬▬ ▬▬▬ ▬▬▬▬ ▬▬ ▬▬▬▬ ▬▬▬ ▬▬▬▬▬ ▬▬▬ ▬▬ ▬▬▬▬ ▬▬▬ ▬▬▬▬▬▬ ▬▬▬ ▬▬ ▬▬▬▬ ▬▬ ▬▬▬▬▬ ▬▬ ▬▬▬ ▬▬▬▬ ▬▬▬ ▬▬ ▬▬▬▬ ▬▬ ▬▬▬▬▬ ▬▬ ▬▬▬ ▬▬▬▬ ▬▬▬▬▬ ▬▬ ▬▬▬▬ ▬▬▬ ▬▬▬▬▬ ▬▬ ▬▬▬ ▬▬▬▬ ▬▬ ▬▬▬▬ ▬▬▬ ▬▬▬▬▬ ▬▬▬ ▬▬ ▬▬▬▬ ▬▬▬ ▬▬▬▬▬▬ ▬▬▬ ▬▬ ▬▬▬▬ ▬▬ ▬▬▬▬▬ ▬▬ ▬▬▬ ▬▬▬▬ ▬▬▬ ▬▬ ▬▬▬▬ ▬▬ ▬▬▬▬▬ ▬▬ ▬▬▬ ▬▬▬▬ ▬▬▬▬▬ ▬▬ ▬▬▬▬ ▬▬▬ ▬▬▬▬▬ ▬▬ ▬▬▬ ▬▬▬▬ ▬▬ ▬▬▬▬ ▬▬▬ ▬▬▬▬▬ ▬▬▬ ▬▬ ▬▬▬▬ ▬▬▬ ▬▬▬▬▬▬ ▬▬▬ ▬▬ ▬▬▬▬ ▬▬ ▬▬▬▬▬ ▬▬ ▬▬▬ ▬▬▬▬ ▬▬▬ ▬▬ ▬▬▬▬ ▬▬ ▬▬▬▬▬ ▬▬ ▬▬▬ ▬▬▬▬ ▬▬▬▬▬ ▬▬ ▬▬▬▬ ▬▬▬ ▬▬▬▬▬ ▬▬ ▬▬▬ ▬▬▬▬ ▬▬ ▬▬▬▬ ▬▬▬ ▬▬▬▬▬ ▬▬▬ ▬▬ ▬▬▬▬ ▬▬▬ ▬▬▬▬▬▬ ▬▬▬ ▬▬ ▬▬▬▬ ▬▬ ▬▬▬▬▬ ▬▬ ▬▬▬ ▬▬▬▬ ▬▬▬ ▬▬ ▬▬▬▬ ▬▬ ▬▬▬▬▬ ▬▬ ▬▬▬ ▬▬▬▬ ▬▬▬▬▬ ▬▬ ▬▬▬▬ ▬▬▬ ▬▬▬▬▬ ▬▬ ▬▬▬ ▬▬▬▬ ▬▬ ▬▬▬▬ ▬▬▬ ▬▬▬▬▬ ▬▬▬ ▬▬ ▬▬▬▬ ▬▬▬ ▬▬▬▬▬▬ ▬▬▬ ▬▬ ▬▬▬▬ ▬▬ ▬▬▬▬▬ ▬▬ ▬▬▬ ▬▬▬▬ ▬▬▬ ▬▬ ▬▬▬▬ ▬▬ ▬▬▬▬▬ ▬▬ ▬▬▬ ▬▬▬▬ ▬▬▬▬▬ ▬▬ ▬▬▬▬ ▬▬▬ ▬▬▬▬▬ ▬▬ ▬▬▬ ▬▬▬▬ ▬▬ ▬▬▬▬ ▬▬▬ ▬▬▬▬▬ ▬▬▬ ▬▬ ▬▬▬▬ ▬▬▬ ▬▬▬▬▬▬ ▬▬▬ ▬▬ ▬▬▬▬ ▬▬ ▬▬▬▬▬ ▬▬ ▬▬▬ ▬▬▬▬ ▬▬▬ ▬▬ ▬▬▬▬ ▬▬ ▬▬▬▬▬ bbox=[864, 149, 975, 685]
column-casualty-names-3 bbox=[256, 58, 377, 1730]
divider bbox=[766, 298, 832, 299]
page-number: 6 bbox=[14, 18, 24, 41]
text-block: ▬▬▬ ▬▬ ▬▬▬▬ ▬▬ ▬▬▬▬▬ ▬▬ ▬▬▬ ▬▬▬▬ ▬▬▬▬▬ ▬▬ ▬▬▬▬ ▬▬▬ ▬▬▬▬▬ ▬▬ ▬▬▬ ▬▬▬▬ ▬▬ ▬▬▬▬ ▬▬▬ ▬▬▬▬▬ ▬▬▬ ▬▬ ▬▬▬▬ ▬▬▬ ▬▬▬▬▬▬ ▬▬▬ ▬▬ ▬▬▬▬ ▬▬ ▬▬▬▬▬ ▬▬ ▬▬▬ ▬▬▬▬ ▬▬▬ ▬▬ ▬▬▬▬ ▬▬ ▬▬▬▬▬ ▬▬ ▬▬▬ ▬▬▬▬ ▬▬▬▬▬ ▬▬ ▬▬▬▬ ▬▬▬ ▬▬▬▬▬ ▬▬ ▬▬▬ ▬▬▬▬ ▬▬ ▬▬▬▬ ▬▬▬ ▬▬▬▬▬ ▬▬▬ ▬▬ ▬▬▬▬ ▬▬▬ ▬▬▬▬▬▬ ▬▬▬ ▬▬ ▬▬▬▬ ▬▬ ▬▬▬▬▬ ▬▬ ▬▬▬ ▬▬▬▬ ▬▬▬ ▬▬ ▬▬▬▬ ▬▬ ▬▬▬▬▬ ▬▬ ▬▬▬ ▬▬▬▬ ▬▬▬▬▬ ▬▬ ▬▬▬▬ ▬▬▬ ▬▬▬▬▬ ▬▬ ▬▬▬ ▬▬▬▬ ▬▬ ▬▬▬▬ ▬▬▬ ▬▬▬▬▬ ▬▬▬ ▬▬ ▬▬▬▬ ▬▬▬ ▬▬▬▬▬▬ ▬▬▬ ▬▬ ▬▬▬▬ ▬▬ ▬▬▬▬▬ ▬▬ ▬▬▬ ▬▬▬▬ ▬▬▬ ▬▬ ▬▬▬▬ ▬▬ ▬▬▬▬▬ ▬▬ ▬▬▬ ▬▬▬▬ ▬▬▬▬▬ ▬▬ ▬▬▬▬ ▬▬▬ ▬▬▬▬▬ ▬▬ ▬▬▬ ▬▬▬▬ ▬▬ ▬▬▬▬ ▬▬▬ ▬▬▬▬▬ ▬▬▬ ▬▬ ▬▬▬▬ ▬▬▬ ▬▬▬▬▬▬ ▬▬▬ ▬▬ ▬▬▬▬ ▬▬ ▬▬▬▬▬ ▬▬ ▬▬▬ ▬▬▬▬ ▬▬▬ ▬▬ ▬▬▬▬ ▬▬ ▬▬▬▬▬ ▬▬ ▬▬▬ ▬▬▬▬ ▬▬▬▬▬ ▬▬ ▬▬▬▬ ▬▬▬ ▬▬▬▬▬ ▬▬ ▬▬▬ ▬▬▬▬ ▬▬ ▬▬▬▬ ▬▬▬ ▬▬▬▬▬ ▬▬▬ ▬▬ ▬▬▬▬ ▬▬▬ ▬▬▬▬▬▬ ▬▬▬ ▬▬ ▬▬▬▬ ▬▬ ▬▬▬▬▬ ▬▬ ▬▬▬ ▬▬▬▬ ▬▬▬ ▬▬ ▬▬▬▬ ▬▬ ▬▬▬▬▬ ▬▬ ▬▬▬ ▬▬▬▬ ▬▬▬▬▬ ▬▬ ▬▬▬▬ ▬▬▬ ▬▬▬▬▬ ▬▬ ▬▬▬ ▬▬▬▬ ▬▬ ▬▬▬▬ ▬▬▬ ▬▬▬▬▬ ▬▬▬ ▬▬ ▬▬▬▬ ▬▬▬ ▬▬▬▬▬▬ ▬▬▬ ▬▬ ▬▬▬▬ ▬▬ ▬▬▬▬▬ ▬▬ ▬▬▬ ▬▬▬▬ ▬▬▬ ▬▬ ▬▬▬▬ ▬▬ ▬▬▬▬▬ bbox=[502, 159, 612, 620]
police-civil-subtitle: POLICE AND CIVIL BUSINESS FOR 1917 bbox=[756, 365, 842, 387]
